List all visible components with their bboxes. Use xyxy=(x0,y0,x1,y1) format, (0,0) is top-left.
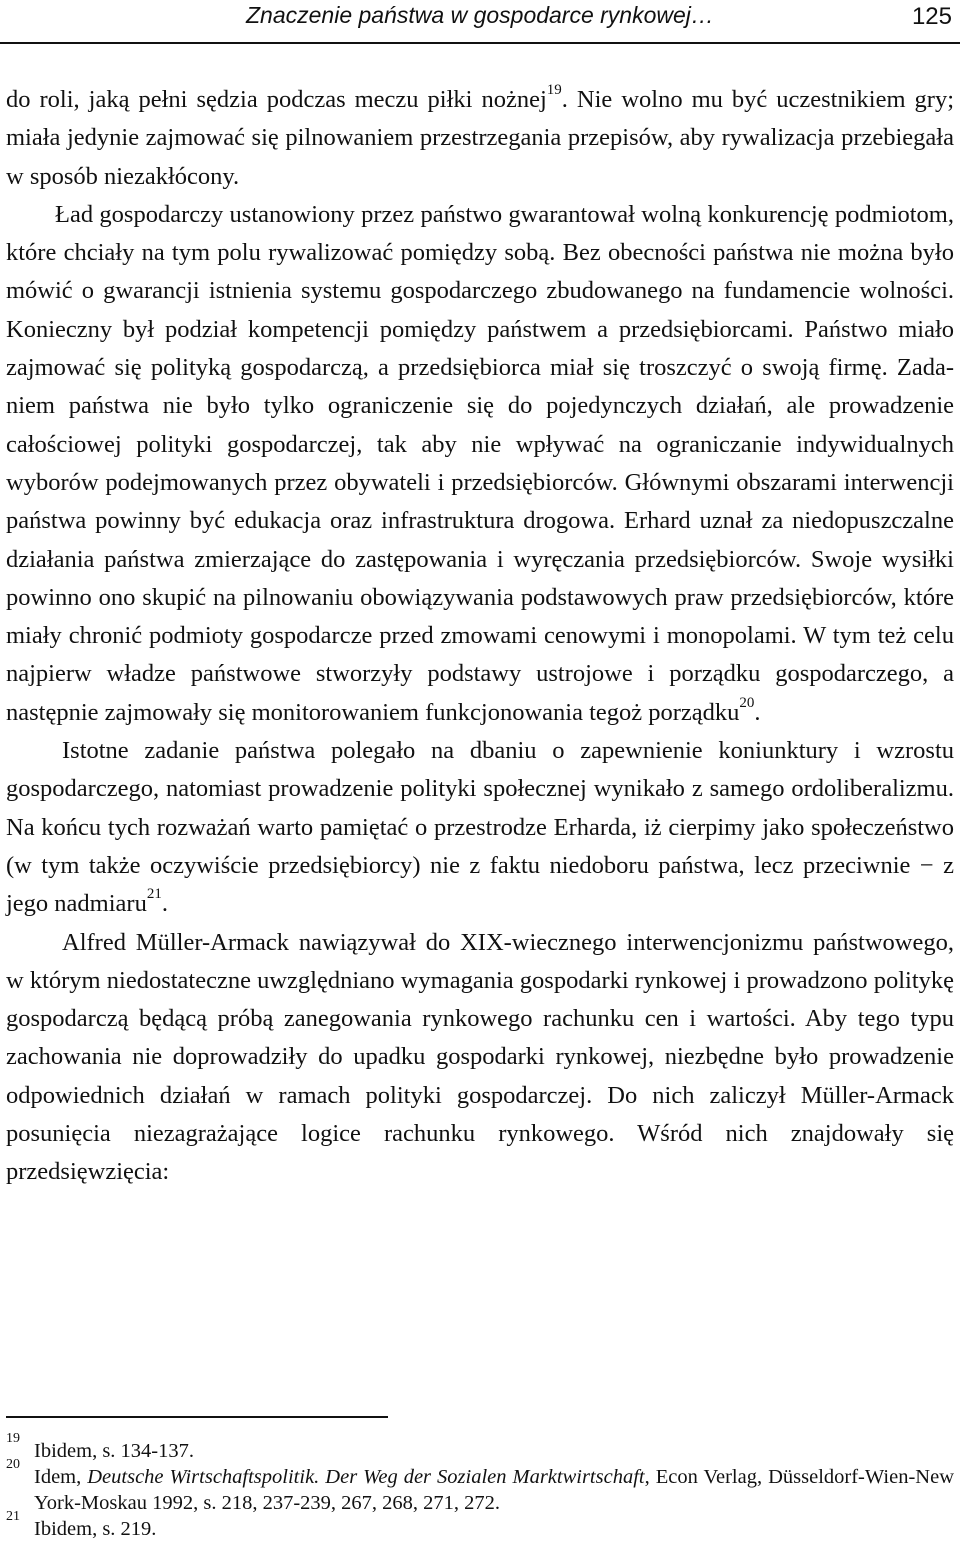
footnote-reference[interactable]: 20 xyxy=(739,694,755,711)
body-text xyxy=(6,81,954,1192)
footnote-text: Ibidem, s. 219. xyxy=(34,1518,157,1540)
text-run: . xyxy=(754,698,761,726)
text-run: do roli, jaką pełni sędzia podczas meczu piłki nożnej xyxy=(6,86,547,113)
header-rule xyxy=(0,42,960,44)
footnote-reference[interactable]: 21 xyxy=(146,886,162,903)
footnote-reference[interactable]: 19 xyxy=(546,81,562,98)
text-run: Istotne zadanie państwa polegało na dbaniu o zapewnienie koniunktury i wzrostu gospodarczego, natomiast prowadzenie polityki społecznej wynikało z samego ordoliberalizmu. Na końcu tych rozważań warto pamiętać o przestrodze Erharda, iż cierpimy jako społeczeństwo (w tym także oczywiście przedsiębiorcy) nie z faktu niedoboru państwa, lecz przeciwnie − z jego nadmiaru xyxy=(6,737,954,918)
text-run: Alfred Müller-Armack nawiązywał do XIX-wiecznego interwencjonizmu państwowego, w którym niedostateczne uwzględniano wymagania gospodarki rynkowej i prowadzono politykę gospodarczą będącą próbą zanegowania rynkowego rachunku cen i wartości. Aby tego typu zachowania nie doprowadziły do upadku gospodarki rynkowej, niezbędne było prowadzenie odpowiednich działań w ramach polityki gospodarczej. Do nich zaliczył Müller-Armack posunięcia niezagrażające logice rachunku rynkowego. Wśród nich znajdowały się przedsięwzięcia: xyxy=(6,928,954,1186)
body-paragraph xyxy=(6,924,954,1192)
body-paragraph xyxy=(6,81,954,732)
footnote-number: 20 xyxy=(6,1457,20,1472)
footnote-20 xyxy=(6,1457,954,1516)
footnote-number: 19 xyxy=(6,1431,20,1446)
body-paragraph xyxy=(6,732,954,923)
running-header xyxy=(0,0,960,44)
footnote-21 xyxy=(6,1509,954,1542)
footnote-separator xyxy=(6,1416,388,1418)
text-run: . xyxy=(161,890,168,918)
footnote-number: 21 xyxy=(6,1509,20,1524)
footnotes xyxy=(6,1431,954,1542)
footnote-text: Ibidem, s. 134-137. xyxy=(34,1440,194,1462)
footnote-19 xyxy=(6,1431,954,1464)
footnote-text: , Econ Verlag, Düsseldorf-Wien-New York-Moskau 1992, s. 218, 237-239, 267, 268, 271, 272. xyxy=(34,1466,954,1514)
footnote-text: Idem, xyxy=(34,1466,88,1488)
book-title: Deutsche Wirtschaftspolitik. Der Weg der Sozialen Marktwirtschaft xyxy=(87,1466,645,1488)
text-run: Ład gospodarczy ustanowiony przez państwo gwarantował wolną konkurencję podmiotom, które chciały na tym polu rywalizować pomiędzy sobą. Bez obecności państwa nie można było mówić o gwarancji istnienia systemu gospodarczego zbudowanego na fundamencie wolności. Konieczny był podział kompetencji pomiędzy państwem a przedsiębiorcami. Państwo miało zajmować się polityką gospodarczą, a przedsiębiorca miał się troszczyć o swoją firmę. Zadaniem państwa nie było tylko ograniczenie się do pojedynczych działań, ale prowadzenie całościowej polityki gospodarczej, tak aby nie wpływać na ograniczanie indywidualnych wyborów podejmowanych przez obywateli i przedsiębiorców. Głównymi obszarami interwencji państwa powinny być edukacja oraz infrastruktura drogowa. Erhard uznał za niedopuszczalne działania państwa zmierzające do zastępowania i wyręczania przedsiębiorców. Swoje wysiłki powinno ono skupić na pilnowaniu obowiązywania podstawowych praw przedsiębiorców, które miały chronić podmioty gospodarcze przed zmowami cenowymi i monopolami. W tym też celu najpierw władze państwowe stworzyły podstawy ustrojowe i porządku gospodarczego, a następnie zajmowały się monitorowaniem funkcjonowania tegoż porządku xyxy=(6,200,954,726)
running-title: Znaczenie państwa w gospodarce rynkowej… xyxy=(246,2,714,28)
text-run: . Nie wolno mu być uczestnikiem gry; miała jedynie zajmować się pilnowaniem przestrzegania przepisów, aby rywalizacja przebiegała w sposób niezakłócony. xyxy=(6,86,955,190)
page-number: 125 xyxy=(911,3,952,30)
